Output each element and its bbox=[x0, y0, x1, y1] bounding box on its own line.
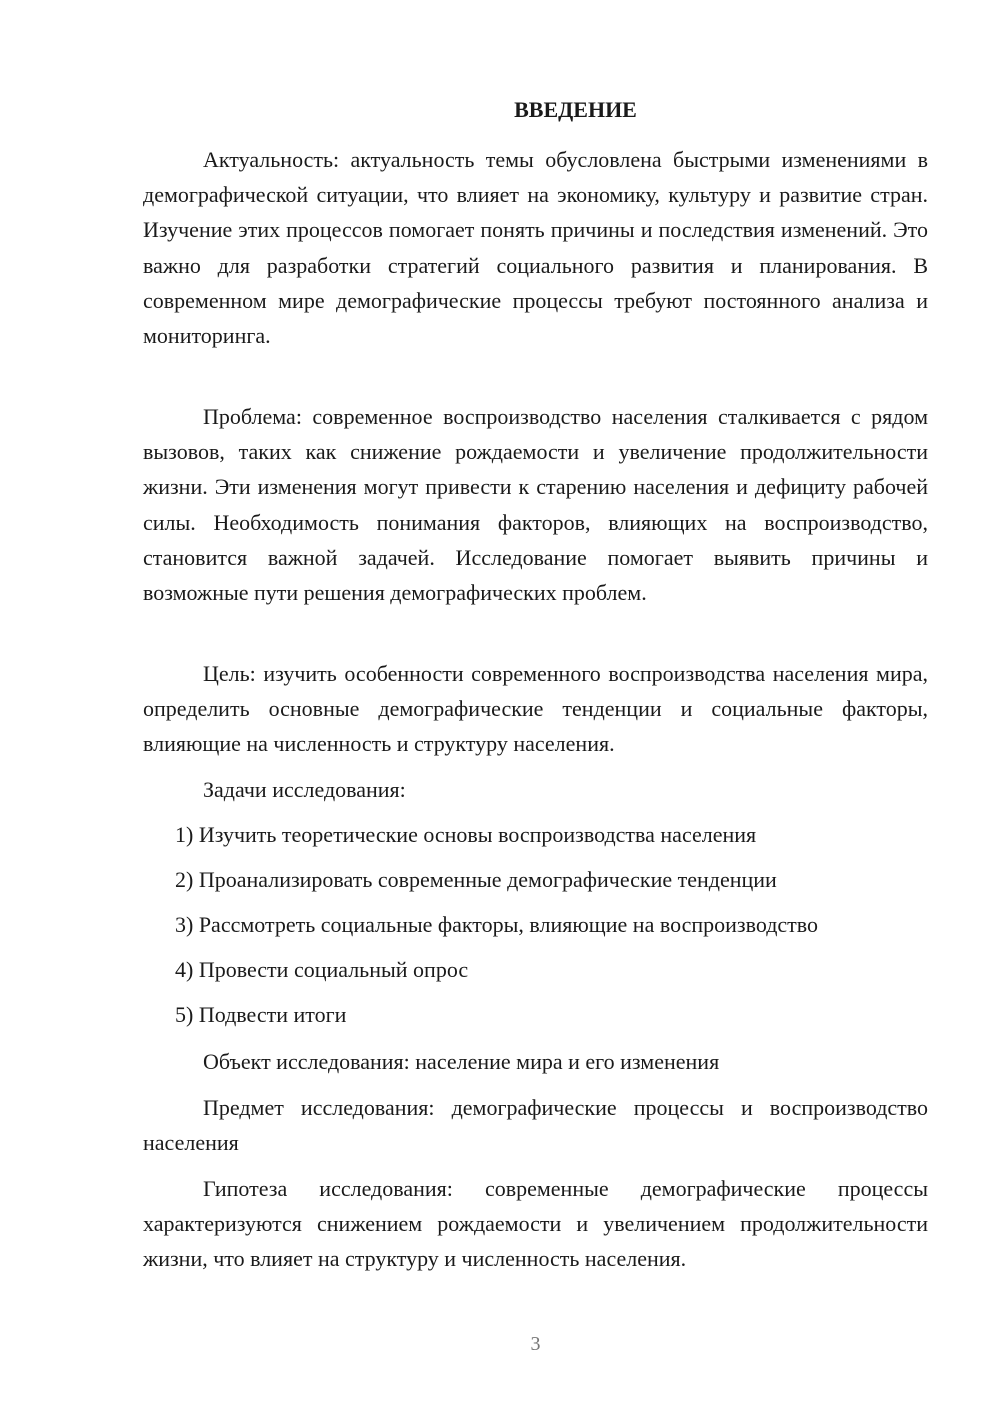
relevance-paragraph: Актуальность: актуальность темы обусловлена быстрыми изменениями в демографической ситуации, что влияет на экономику, культуру и развитие стран. Изучение этих процессов помогает понять причины и последствия изменений. Это важно для разработки стратегий социального развития и планирования. В современном мире демографические процессы требуют постоянного анализа и мониторинга. bbox=[143, 147, 928, 349]
problem-paragraph: Проблема: современное воспроизводство населения сталкивается с рядом вызовов, таких как снижение рождаемости и увеличение продолжительности жизни. Эти изменения могут привести к старению населения и дефициту рабочей силы. Необходимость понимания факторов, влияющих на воспроизводство, становится важной задачей. Исследование помогает выявить причины и возможные пути решения демографических проблем. bbox=[143, 404, 928, 606]
subject-paragraph: Предмет исследования: демографические процессы и воспроизводство населения bbox=[143, 1095, 928, 1156]
object-paragraph: Объект исследования: население мира и его изменения bbox=[203, 1049, 720, 1074]
task-item-5: 5) Подвести итоги bbox=[175, 1002, 347, 1027]
task-item-2: 2) Проанализировать современные демографические тенденции bbox=[175, 867, 777, 892]
page-title: ВВЕДЕНИЕ bbox=[514, 97, 637, 122]
task-item-1: 1) Изучить теоретические основы воспроизводства населения bbox=[175, 822, 757, 847]
page-number: 3 bbox=[530, 1333, 541, 1355]
task-item-4: 4) Провести социальный опрос bbox=[175, 957, 469, 982]
goal-paragraph: Цель: изучить особенности современного воспроизводства населения мира, определить основные демографические тенденции и социальные факторы, влияющие на численность и структуру населения. bbox=[143, 661, 928, 757]
hypothesis-paragraph: Гипотеза исследования: современные демографические процессы характеризуются снижением рождаемости и увеличением продолжительности жизни, что влияет на структуру и численность населения. bbox=[143, 1176, 928, 1272]
document-page bbox=[143, 0, 928, 1414]
task-item-3: 3) Рассмотреть социальные факторы, влияющие на воспроизводство bbox=[175, 912, 819, 937]
tasks-heading: Задачи исследования: bbox=[203, 777, 406, 802]
